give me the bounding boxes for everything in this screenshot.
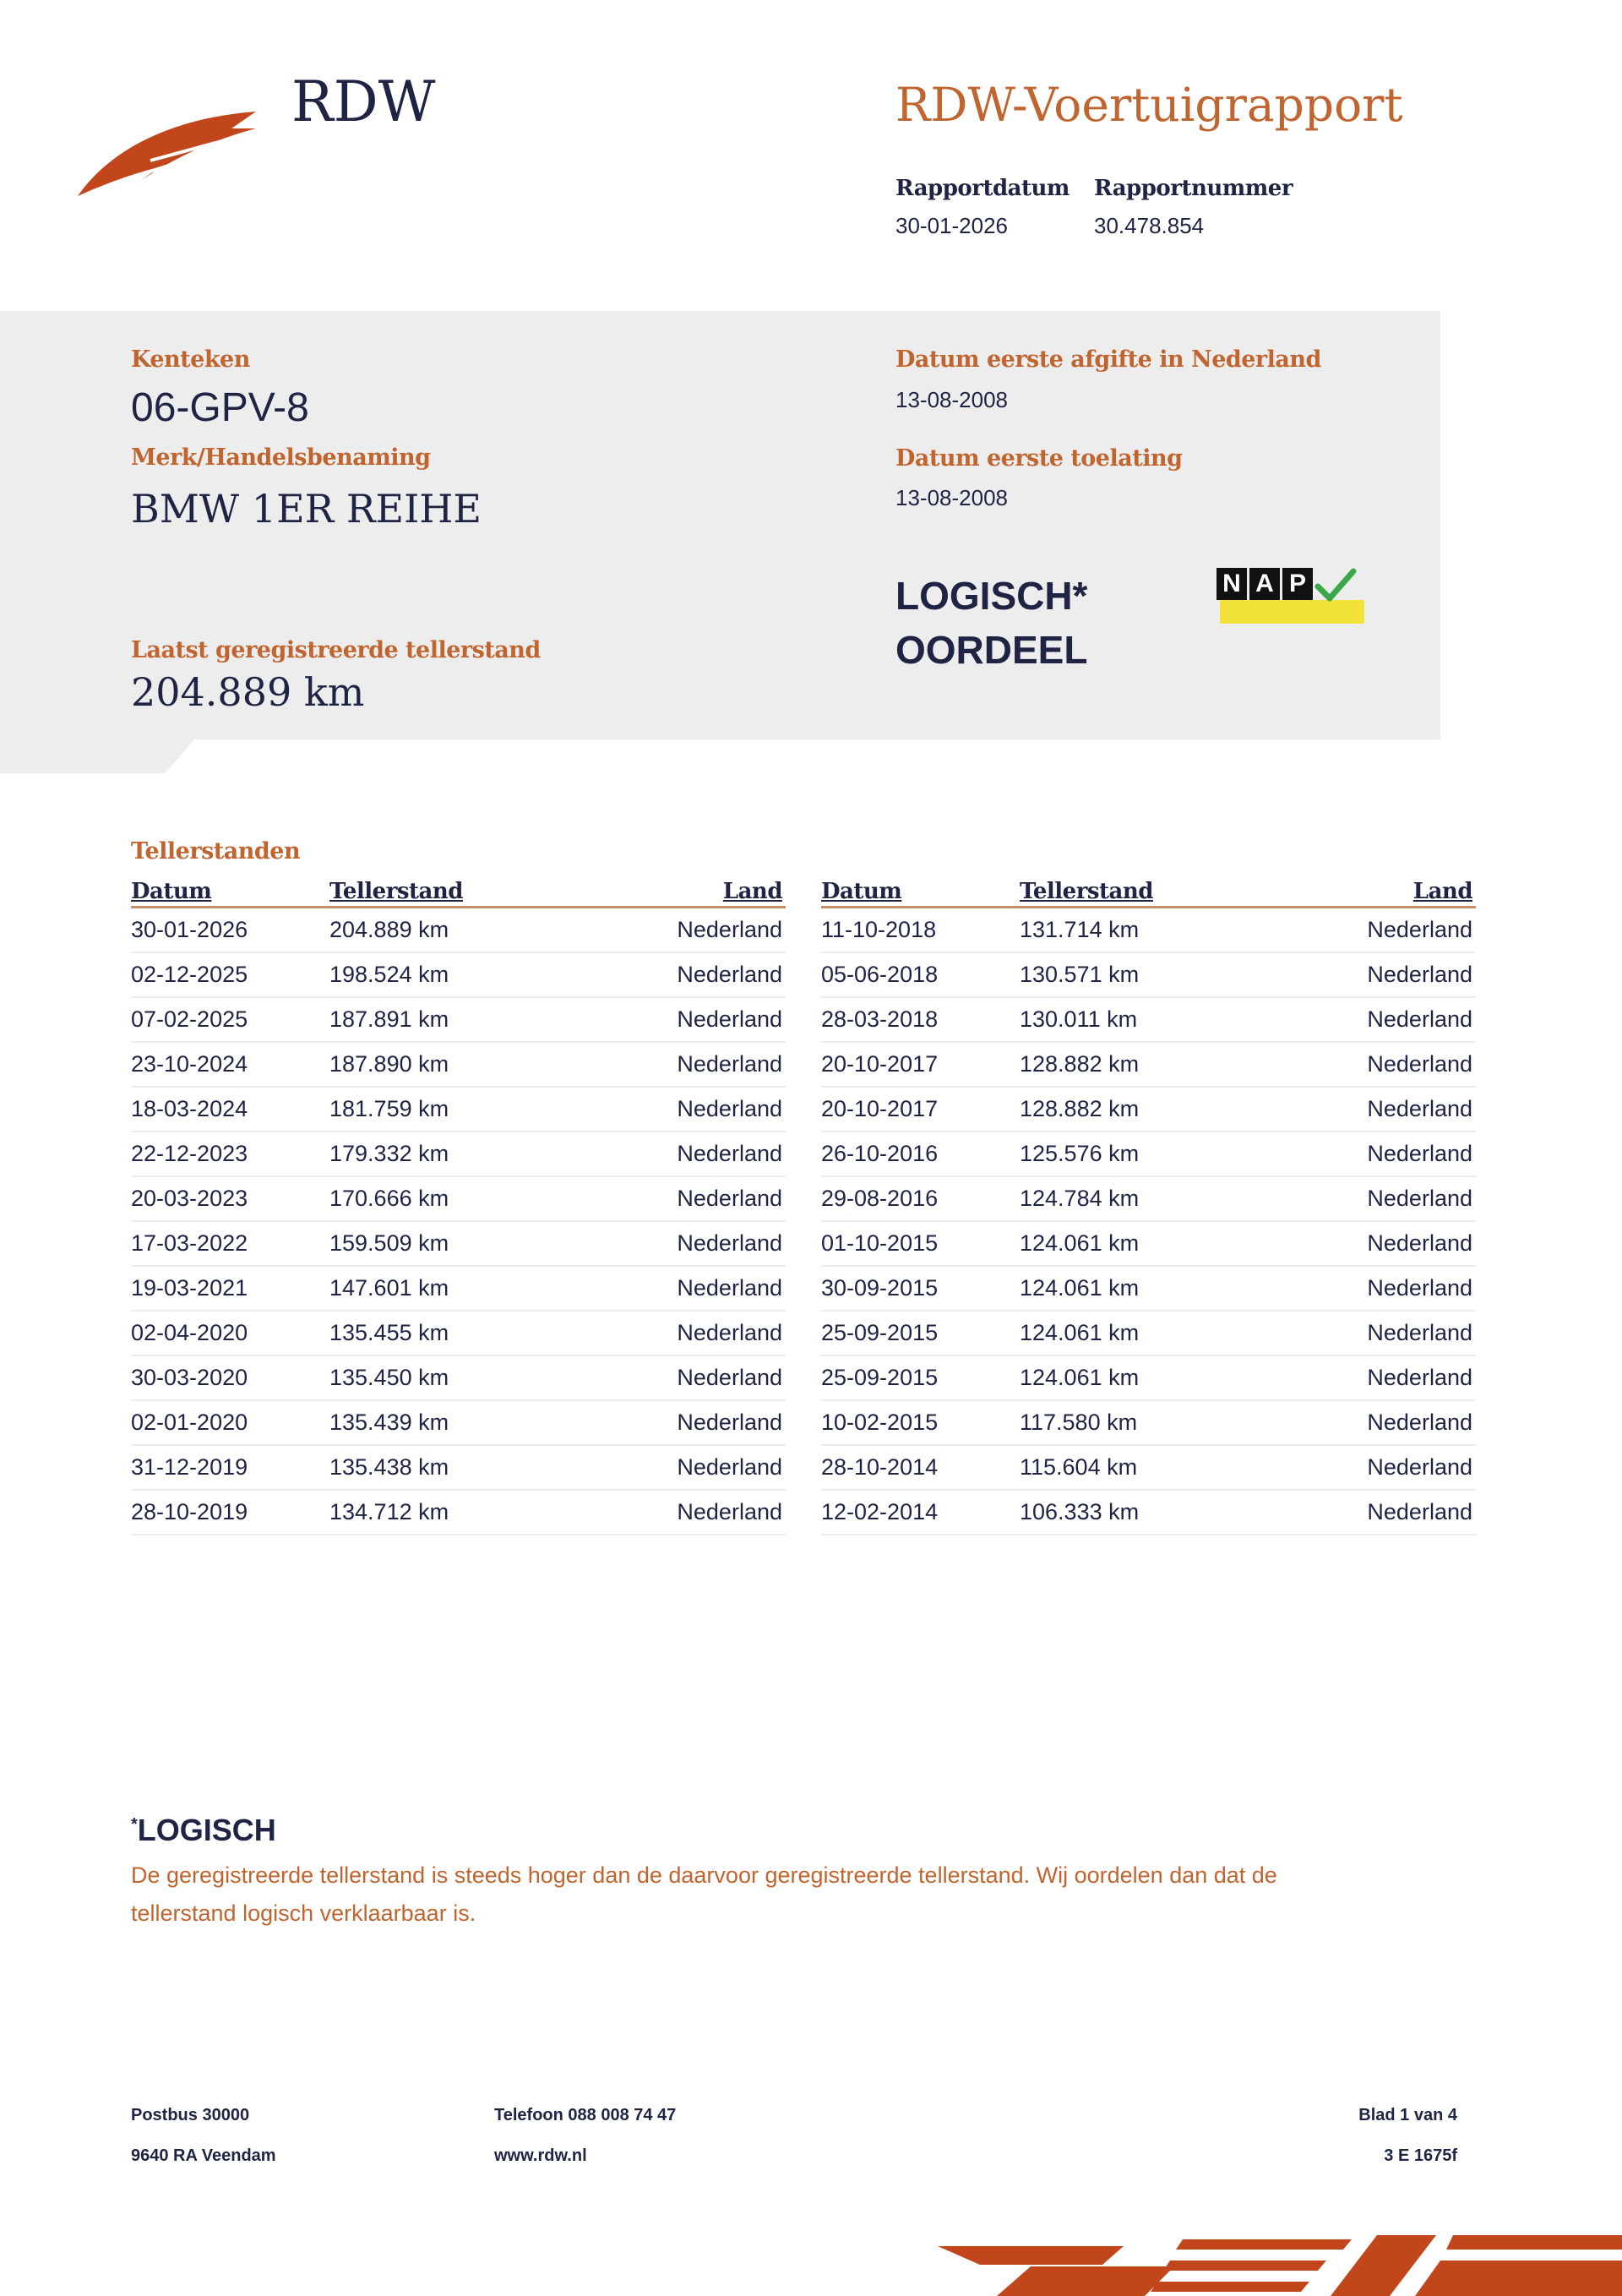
- toelating-value: 13-08-2008: [895, 485, 1008, 510]
- row-datum: 01-10-2015: [821, 1230, 939, 1256]
- row-tellerstand: 135.438 km: [329, 1454, 449, 1480]
- oordeel-line2: OORDEEL: [895, 628, 1088, 672]
- nap-letter-n: N: [1216, 568, 1247, 600]
- header-land: Land: [1412, 879, 1472, 904]
- row-tellerstand: 128.882 km: [1020, 1051, 1140, 1077]
- header-tellerstand: Tellerstand: [329, 879, 463, 904]
- row-datum: 28-10-2014: [821, 1454, 939, 1480]
- row-datum: 12-02-2014: [821, 1499, 939, 1524]
- row-tellerstand: 181.759 km: [329, 1096, 449, 1121]
- row-tellerstand: 134.712 km: [329, 1499, 449, 1524]
- row-land: Nederland: [1367, 917, 1472, 942]
- afgifte-label: Datum eerste afgifte in Nederland: [895, 346, 1321, 373]
- footer-postbus: Postbus 30000: [131, 2106, 250, 2124]
- table-row: [821, 998, 1476, 1043]
- rapportnummer-value: 30.478.854: [1094, 213, 1205, 238]
- row-datum: 23-10-2024: [131, 1051, 248, 1077]
- table-row: [821, 1222, 1476, 1267]
- header-datum: Datum: [821, 879, 902, 904]
- page-title: RDW-Voertuigrapport: [895, 78, 1403, 132]
- row-tellerstand: 170.666 km: [329, 1186, 449, 1211]
- row-land: Nederland: [1367, 1499, 1472, 1524]
- row-tellerstand: 124.061 km: [1020, 1275, 1140, 1301]
- tellerstanden-table-left: [131, 875, 786, 1535]
- row-land: Nederland: [677, 1454, 782, 1480]
- row-land: Nederland: [1367, 1141, 1472, 1166]
- table-row: [131, 1043, 786, 1088]
- row-tellerstand: 130.011 km: [1020, 1006, 1138, 1032]
- row-datum: 25-09-2015: [821, 1365, 939, 1390]
- row-datum: 02-12-2025: [131, 962, 248, 987]
- table-row: [821, 1177, 1476, 1222]
- row-datum: 19-03-2021: [131, 1275, 248, 1301]
- row-datum: 29-08-2016: [821, 1186, 939, 1211]
- table-header: [131, 875, 786, 908]
- row-tellerstand: 187.891 km: [329, 1006, 449, 1032]
- row-land: Nederland: [1367, 1230, 1472, 1256]
- nap-badge: [1216, 566, 1364, 625]
- row-land: Nederland: [677, 917, 782, 942]
- row-tellerstand: 124.061 km: [1020, 1320, 1140, 1345]
- rdw-logo: [74, 101, 269, 203]
- row-land: Nederland: [1367, 1051, 1472, 1077]
- table-header: [821, 875, 1476, 908]
- row-land: Nederland: [677, 1230, 782, 1256]
- row-land: Nederland: [677, 1275, 782, 1301]
- footer-page: Blad 1 van 4: [1358, 2106, 1457, 2124]
- row-datum: 05-06-2018: [821, 962, 939, 987]
- nap-letter-p: P: [1282, 568, 1313, 600]
- row-datum: 17-03-2022: [131, 1230, 248, 1256]
- teller-label: Laatst geregistreerde tellerstand: [131, 637, 541, 663]
- row-land: Nederland: [1367, 1454, 1472, 1480]
- table-row: [131, 1222, 786, 1267]
- row-datum: 31-12-2019: [131, 1454, 248, 1480]
- row-datum: 20-10-2017: [821, 1051, 939, 1077]
- row-tellerstand: 135.439 km: [329, 1410, 449, 1435]
- row-tellerstand: 117.580 km: [1020, 1410, 1138, 1435]
- teller-value: 204.889 km: [131, 669, 365, 715]
- row-land: Nederland: [677, 1499, 782, 1524]
- row-tellerstand: 135.455 km: [329, 1320, 449, 1345]
- row-land: Nederland: [677, 1006, 782, 1032]
- row-datum: 07-02-2025: [131, 1006, 248, 1032]
- tellerstanden-table-right: [821, 875, 1476, 1535]
- row-tellerstand: 204.889 km: [329, 917, 449, 942]
- row-land: Nederland: [677, 1365, 782, 1390]
- row-datum: 26-10-2016: [821, 1141, 939, 1166]
- row-datum: 30-09-2015: [821, 1275, 939, 1301]
- kenteken-label: Kenteken: [131, 346, 250, 373]
- table-row: [821, 1043, 1476, 1088]
- row-datum: 10-02-2015: [821, 1410, 939, 1435]
- rapportdatum-label: Rapportdatum: [895, 176, 1070, 201]
- afgifte-value: 13-08-2008: [895, 387, 1008, 412]
- brand-name: RDW: [291, 69, 436, 134]
- row-tellerstand: 124.061 km: [1020, 1230, 1140, 1256]
- header-tellerstand: Tellerstand: [1020, 879, 1153, 904]
- table-row: [821, 1401, 1476, 1446]
- row-land: Nederland: [1367, 962, 1472, 987]
- row-tellerstand: 106.333 km: [1020, 1499, 1140, 1524]
- row-land: Nederland: [677, 1096, 782, 1121]
- row-tellerstand: 128.882 km: [1020, 1096, 1140, 1121]
- table-row: [821, 1312, 1476, 1356]
- checkmark-icon: [1314, 566, 1357, 605]
- table-row: [131, 1088, 786, 1132]
- merk-label: Merk/Handelsbenaming: [131, 444, 431, 471]
- row-tellerstand: 159.509 km: [329, 1230, 449, 1256]
- row-datum: 22-12-2023: [131, 1141, 248, 1166]
- note-heading: [131, 1813, 276, 1848]
- row-datum: 30-01-2026: [131, 917, 248, 942]
- row-land: Nederland: [1367, 1006, 1472, 1032]
- row-tellerstand: 124.784 km: [1020, 1186, 1140, 1211]
- decorative-stripes: [929, 2231, 1622, 2296]
- table-row: [821, 1088, 1476, 1132]
- note-text-line2: tellerstand logisch verklaarbaar is.: [131, 1901, 476, 1926]
- tellerstanden-title: Tellerstanden: [131, 838, 301, 864]
- table-row: [131, 1491, 786, 1535]
- row-datum: 25-09-2015: [821, 1320, 939, 1345]
- note-title: LOGISCH: [137, 1813, 276, 1847]
- row-land: Nederland: [1367, 1186, 1472, 1211]
- row-tellerstand: 124.061 km: [1020, 1365, 1140, 1390]
- row-land: Nederland: [677, 962, 782, 987]
- row-land: Nederland: [677, 1320, 782, 1345]
- row-land: Nederland: [1367, 1410, 1472, 1435]
- row-datum: 20-03-2023: [131, 1186, 248, 1211]
- table-row: [821, 1356, 1476, 1401]
- footer-telefoon: Telefoon 088 008 74 47: [494, 2106, 677, 2124]
- row-tellerstand: 198.524 km: [329, 962, 449, 987]
- nap-letter-a: A: [1249, 568, 1280, 600]
- row-tellerstand: 131.714 km: [1020, 917, 1140, 942]
- row-datum: 02-01-2020: [131, 1410, 248, 1435]
- row-tellerstand: 187.890 km: [329, 1051, 449, 1077]
- rdw-logo-icon: [74, 101, 269, 203]
- row-datum: 28-03-2018: [821, 1006, 939, 1032]
- row-land: Nederland: [1367, 1275, 1472, 1301]
- row-land: Nederland: [1367, 1320, 1472, 1345]
- merk-value: BMW 1ER REIHE: [131, 486, 482, 532]
- table-row: [821, 1267, 1476, 1312]
- table-row: [131, 1177, 786, 1222]
- oordeel-line1: LOGISCH*: [895, 574, 1088, 618]
- table-row: [821, 908, 1476, 953]
- table-row: [821, 1491, 1476, 1535]
- table-row: [131, 998, 786, 1043]
- row-tellerstand: 147.601 km: [329, 1275, 449, 1301]
- rapportdatum-value: 30-01-2026: [895, 213, 1008, 238]
- row-tellerstand: 125.576 km: [1020, 1141, 1140, 1166]
- table-row: [131, 1356, 786, 1401]
- table-row: [821, 953, 1476, 998]
- header-land: Land: [722, 879, 782, 904]
- row-tellerstand: 179.332 km: [329, 1141, 449, 1166]
- table-row: [131, 953, 786, 998]
- row-tellerstand: 115.604 km: [1020, 1454, 1138, 1480]
- row-datum: 11-10-2018: [821, 917, 937, 942]
- row-land: Nederland: [1367, 1096, 1472, 1121]
- table-row: [131, 1312, 786, 1356]
- table-row: [821, 1132, 1476, 1177]
- header-datum: Datum: [131, 879, 212, 904]
- table-row: [821, 1446, 1476, 1491]
- row-tellerstand: 130.571 km: [1020, 962, 1140, 987]
- footer-address: 9640 RA Veendam: [131, 2146, 276, 2165]
- row-land: Nederland: [677, 1410, 782, 1435]
- row-datum: 30-03-2020: [131, 1365, 248, 1390]
- table-row: [131, 1267, 786, 1312]
- footer-code: 3 E 1675f: [1384, 2146, 1457, 2165]
- row-land: Nederland: [677, 1186, 782, 1211]
- row-datum: 18-03-2024: [131, 1096, 248, 1121]
- table-row: [131, 1401, 786, 1446]
- table-row: [131, 1132, 786, 1177]
- row-land: Nederland: [677, 1141, 782, 1166]
- summary-panel-tab: [0, 739, 194, 773]
- rapportnummer-label: Rapportnummer: [1094, 176, 1293, 201]
- row-datum: 20-10-2017: [821, 1096, 939, 1121]
- note-star: *: [131, 1815, 138, 1834]
- toelating-label: Datum eerste toelating: [895, 445, 1183, 472]
- row-land: Nederland: [1367, 1365, 1472, 1390]
- row-tellerstand: 135.450 km: [329, 1365, 449, 1390]
- row-datum: 28-10-2019: [131, 1499, 248, 1524]
- note-text-line1: De geregistreerde tellerstand is steeds hoger dan de daarvoor geregistreerde tellerstand. Wij oordelen dan dat de: [131, 1862, 1277, 1888]
- row-land: Nederland: [677, 1051, 782, 1077]
- row-datum: 02-04-2020: [131, 1320, 248, 1345]
- table-row: [131, 908, 786, 953]
- table-row: [131, 1446, 786, 1491]
- kenteken-value: 06-GPV-8: [131, 385, 309, 430]
- footer-website[interactable]: www.rdw.nl: [494, 2146, 587, 2165]
